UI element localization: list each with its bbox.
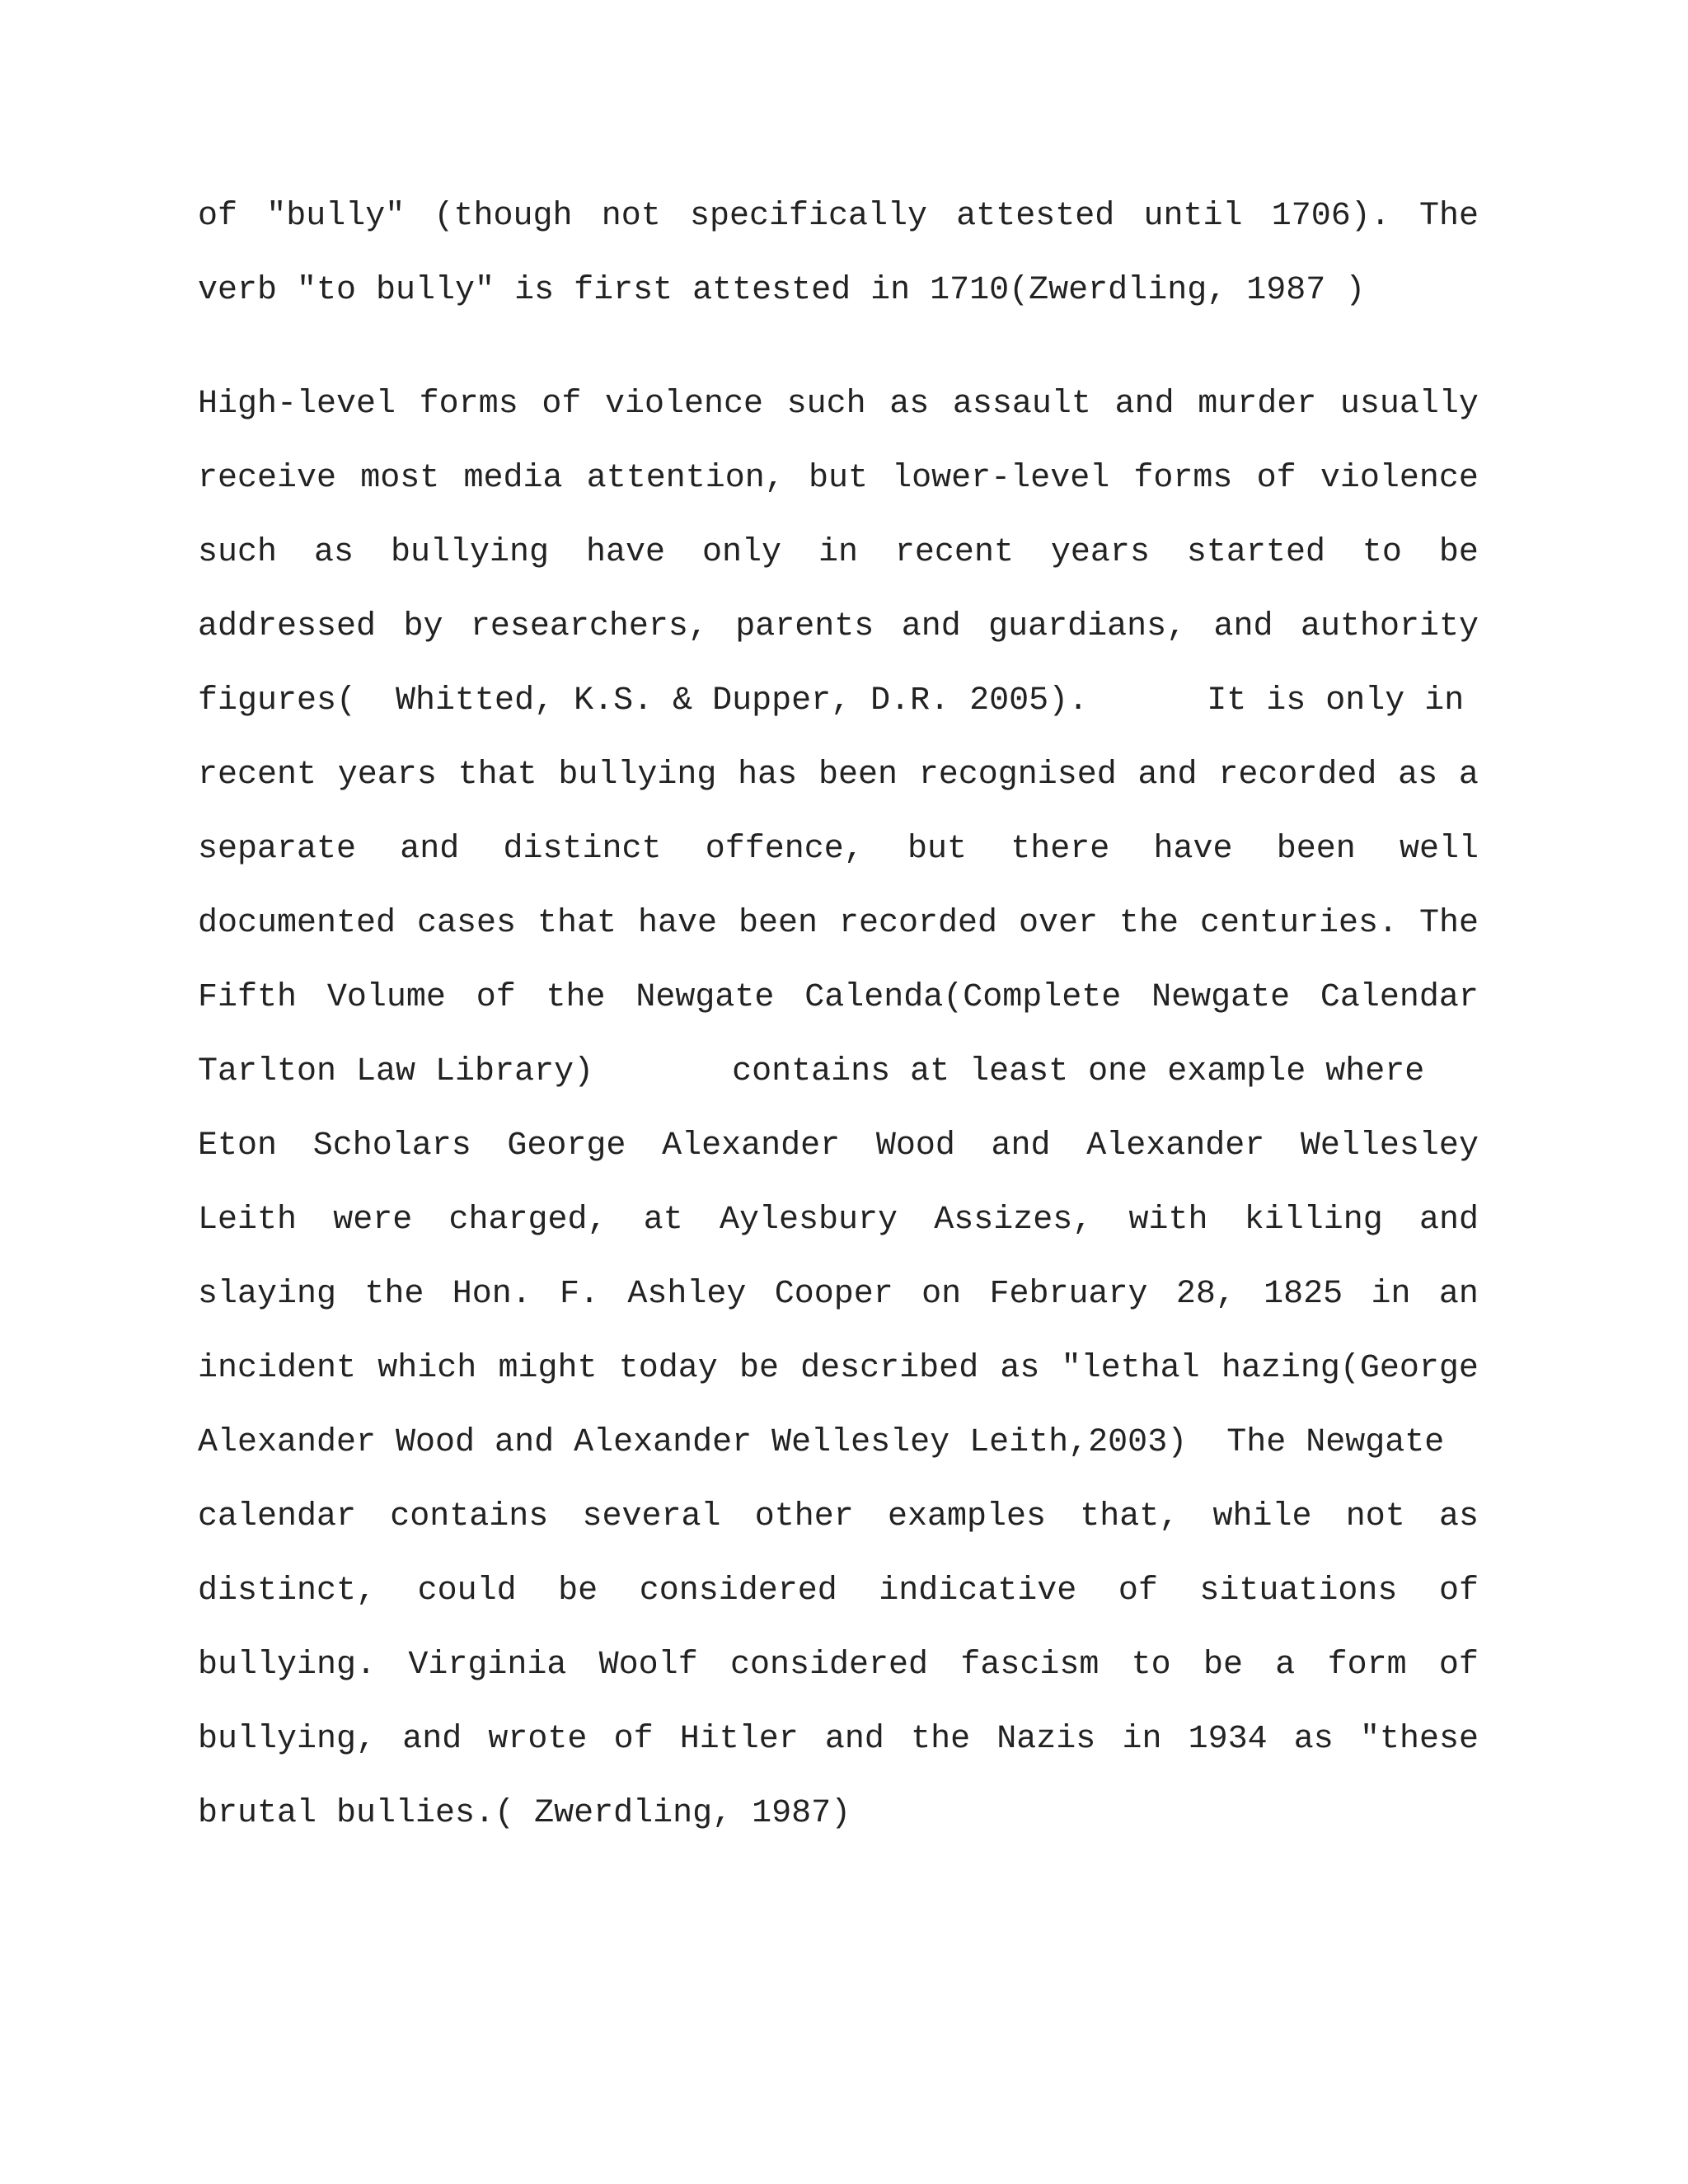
word: such (786, 386, 866, 423)
word: centuries. (1199, 905, 1398, 942)
word: and (1137, 757, 1198, 794)
word: documented (198, 905, 396, 942)
word: might (498, 1350, 598, 1387)
word: and (824, 1721, 884, 1758)
word: indicative (879, 1572, 1077, 1610)
word: a (1275, 1647, 1296, 1684)
word: Cooper (774, 1276, 893, 1313)
word: Aylesbury (719, 1202, 898, 1239)
word: forms (1133, 460, 1233, 497)
word: that (457, 757, 537, 794)
word: considered (639, 1572, 837, 1610)
word: Assizes, (934, 1202, 1093, 1239)
word: but (907, 831, 967, 868)
word: "bully" (266, 198, 406, 235)
word: and (991, 1127, 1051, 1165)
word: has (738, 757, 798, 794)
word: but (808, 460, 868, 497)
text-line (198, 516, 1479, 590)
word: cases (417, 905, 517, 942)
word: as (1293, 1721, 1334, 1758)
word: Alexander (662, 1127, 841, 1165)
word: and (901, 608, 961, 645)
word: other (754, 1498, 854, 1535)
word: (though (434, 198, 573, 235)
word: calendar (198, 1498, 357, 1535)
word: as (1000, 1350, 1040, 1387)
word: such (198, 534, 278, 571)
word: F. (560, 1276, 600, 1313)
word: Calenda(Complete (804, 979, 1122, 1016)
word: 1934 (1188, 1721, 1268, 1758)
word: authority (1300, 608, 1479, 645)
word: Leith (198, 1202, 298, 1239)
word: today (618, 1350, 718, 1387)
word: situations (1199, 1572, 1398, 1610)
word: started (1186, 534, 1325, 571)
word: as (889, 386, 930, 423)
text-line: figures( Whitted, K.S. & Dupper, D.R. 2005). It is only in (198, 682, 1465, 719)
word: Volume (326, 979, 446, 1016)
word: the (1118, 905, 1179, 942)
text-line: Tarlton Law Library) contains at least one example where (198, 1053, 1425, 1090)
word: as (1398, 757, 1438, 794)
text-line (198, 813, 1479, 887)
word: guardians, (988, 608, 1187, 645)
word: "lethal (1061, 1350, 1200, 1387)
word: 1825 (1264, 1276, 1343, 1313)
word: the (364, 1276, 424, 1313)
word: bullying. (198, 1647, 377, 1684)
word: of (1438, 1647, 1479, 1684)
word: on (921, 1276, 962, 1313)
text-line (198, 1183, 1479, 1258)
text-line (198, 1629, 1479, 1703)
text-line (198, 368, 1479, 442)
word: well (1399, 831, 1479, 868)
word: have (638, 905, 718, 942)
paragraph-2 (198, 368, 1479, 1851)
word: be (738, 1350, 779, 1387)
word: media (463, 460, 563, 497)
word: attention, (586, 460, 785, 497)
word: in (1122, 1721, 1162, 1758)
word: have (585, 534, 665, 571)
word: and (400, 831, 460, 868)
word: Eton (198, 1127, 278, 1165)
word: the (546, 979, 606, 1016)
word: considered (730, 1647, 929, 1684)
word: been (1276, 831, 1356, 868)
word: forms (419, 386, 518, 423)
text-line (198, 1480, 1479, 1554)
word: Hitler (679, 1721, 799, 1758)
word: recorded (838, 905, 997, 942)
word: while (1212, 1498, 1312, 1535)
word: be (1203, 1647, 1243, 1684)
word: High-level (198, 386, 396, 423)
word: researchers, (470, 608, 708, 645)
word: Wellesley (1300, 1127, 1479, 1165)
word: attested (956, 198, 1115, 235)
word: be (558, 1572, 598, 1610)
word: Fifth (198, 979, 298, 1016)
word: fascism (960, 1647, 1100, 1684)
word: been (738, 905, 818, 942)
word: The (1418, 905, 1479, 942)
word: of (613, 1721, 654, 1758)
text-line (198, 1332, 1479, 1406)
word: February (989, 1276, 1148, 1313)
word: receive (198, 460, 337, 497)
word: specifically (689, 198, 928, 235)
word: charged, (448, 1202, 607, 1239)
word: recent (894, 534, 1014, 571)
word: usually (1339, 386, 1479, 423)
word: wrote (488, 1721, 588, 1758)
word: recorded (1218, 757, 1377, 794)
word: bullying, (198, 1721, 377, 1758)
text-line (198, 590, 1479, 664)
word: the (911, 1721, 971, 1758)
word: violence (1320, 460, 1479, 497)
word: violence (604, 386, 763, 423)
word: of (542, 386, 582, 423)
word: George (507, 1127, 626, 1165)
word: and (402, 1721, 462, 1758)
word: several (582, 1498, 721, 1535)
word: there (1010, 831, 1110, 868)
word: to (1362, 534, 1402, 571)
word: Scholars (312, 1127, 471, 1165)
word: most (360, 460, 440, 497)
text-line (198, 1703, 1479, 1777)
word: in (818, 534, 858, 571)
word: Newgate (1151, 979, 1291, 1016)
word: hazing(George (1221, 1350, 1479, 1387)
word: Ashley (627, 1276, 747, 1313)
word: that, (1080, 1498, 1179, 1535)
word: of (198, 198, 238, 235)
word: bullying (390, 534, 549, 571)
word: years (1050, 534, 1150, 571)
word: of (1438, 1572, 1479, 1610)
word: contains (390, 1498, 549, 1535)
paragraph-1 (198, 180, 1479, 328)
word: Woolf (598, 1647, 698, 1684)
word: 28, (1175, 1276, 1236, 1313)
word: and (1213, 608, 1273, 645)
word: not (1345, 1498, 1405, 1535)
word: which (377, 1350, 477, 1387)
word: in (1371, 1276, 1411, 1313)
word: separate (198, 831, 357, 868)
word: Wood (875, 1127, 955, 1165)
word: "these (1359, 1721, 1479, 1758)
text-line (198, 1258, 1479, 1332)
word: addressed (198, 608, 377, 645)
word: not (601, 198, 661, 235)
word: of (1256, 460, 1296, 497)
word: of (1118, 1572, 1158, 1610)
word: with (1128, 1202, 1208, 1239)
text-line (198, 887, 1479, 961)
word: Calendar (1320, 979, 1479, 1016)
word: recognised (918, 757, 1117, 794)
word: Virginia (408, 1647, 567, 1684)
word: Alexander (1086, 1127, 1265, 1165)
word: by (403, 608, 443, 645)
word: form (1327, 1647, 1407, 1684)
word: assault (952, 386, 1091, 423)
word: as (313, 534, 354, 571)
text-line: Alexander Wood and Alexander Wellesley Leith,2003) The Newgate (198, 1424, 1445, 1461)
word: Hon. (452, 1276, 532, 1313)
text-line: verb "to bully" is first attested in 1710(Zwerdling, 1987 ) (198, 272, 1366, 309)
word: 1706). (1271, 198, 1390, 235)
text-line (198, 1554, 1479, 1629)
word: years (337, 757, 437, 794)
text-line (198, 738, 1479, 813)
word: at (643, 1202, 683, 1239)
word: examples (888, 1498, 1047, 1535)
word: until (1143, 198, 1243, 235)
word: only (701, 534, 781, 571)
word: been (818, 757, 898, 794)
word: were (333, 1202, 413, 1239)
word: incident (198, 1350, 357, 1387)
word: described (800, 1350, 979, 1387)
word: killing (1244, 1202, 1383, 1239)
word: a (1458, 757, 1479, 794)
word: Newgate (635, 979, 775, 1016)
word: and (1418, 1202, 1479, 1239)
word: murder (1198, 386, 1317, 423)
word: as (1438, 1498, 1479, 1535)
word: could (417, 1572, 517, 1610)
text-line (198, 442, 1479, 516)
text-line (198, 180, 1479, 254)
word: that (537, 905, 617, 942)
word: distinct, (198, 1572, 377, 1610)
word: over (1018, 905, 1098, 942)
word: slaying (198, 1276, 337, 1313)
word: offence, (705, 831, 864, 868)
word: distinct (503, 831, 662, 868)
word: recent (198, 757, 317, 794)
word: Nazis (996, 1721, 1096, 1758)
word: parents (735, 608, 874, 645)
word: have (1153, 831, 1233, 868)
text-line: brutal bullies.( Zwerdling, 1987) (198, 1795, 851, 1832)
word: to (1131, 1647, 1171, 1684)
word: lower-level (892, 460, 1110, 497)
word: bullying (558, 757, 717, 794)
word: of (476, 979, 516, 1016)
word: and (1114, 386, 1175, 423)
text-line (198, 1109, 1479, 1183)
word: be (1438, 534, 1479, 571)
text-line (198, 961, 1479, 1035)
word: The (1418, 198, 1479, 235)
word: an (1438, 1276, 1479, 1313)
